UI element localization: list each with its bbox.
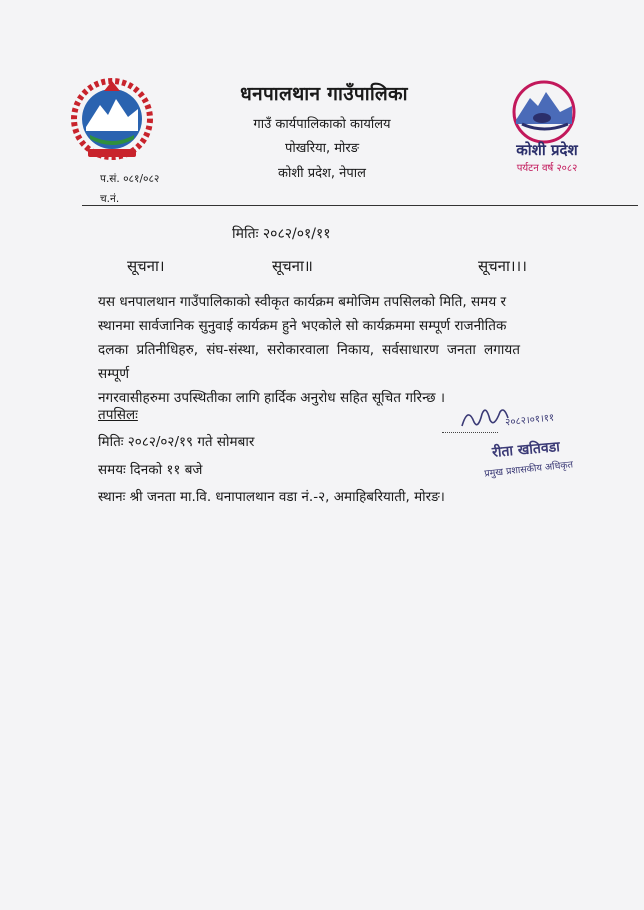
dispatch-number: च.नं. (100, 193, 120, 205)
notice-heading-3: सूचना।।। (478, 257, 527, 275)
event-time: समयः दिनको ११ बजे (98, 462, 203, 478)
event-place: स्थानः श्री जनता मा.वि. धनापालथान वडा नं.-२, अमाहिबरियाती, मोरङ। (98, 489, 445, 505)
header-divider (82, 205, 638, 206)
notice-date: मितिः २०८२/०१/११ (232, 226, 331, 242)
koshi-logo-tagline: पर्यटन वर्ष २०८२ (516, 163, 578, 174)
koshi-logo-text: कोशी प्रदेश (516, 141, 578, 159)
letter-number: प.सं. ०८१/०८२ (100, 173, 160, 185)
office-subtitle: गाउँ कार्यपालिकाको कार्यालय (253, 117, 391, 132)
details-heading: तपसिलः (98, 407, 138, 423)
event-date: मितिः २०८२/०२/१९ गते सोमबार (98, 434, 255, 450)
signatory-title: प्रमुख प्रशासकीय अधिकृत (483, 459, 574, 480)
signature-date: २०८२।०१।११ (504, 412, 555, 429)
office-name: धनपालथान गाउँपालिका (240, 83, 408, 105)
office-province: कोशी प्रदेश, नेपाल (278, 166, 366, 181)
body-line: नगरवासीहरुमा उपस्थितीका लागि हार्दिक अनुरोध सहित सूचित गरिन्छ । (98, 390, 446, 406)
signature-line (442, 432, 498, 433)
body-line: यस धनपालथान गाउँपालिकाको स्वीकृत कार्यक्रम बमोजिम तपसिलको मिति, समय र (98, 294, 507, 310)
body-line: स्थानमा सार्वजानिक सुनुवाई कार्यक्रम हुने भएकोले सो कार्यक्रममा सम्पूर्ण राजनीतिक (98, 318, 507, 334)
notice-heading-2: सूचना॥ (272, 257, 313, 275)
body-line: दलका प्रतिनीधिहरु, संघ-संस्था, सरोकारवाला निकाय, सर्वसाधारण जनता लगायत सम्पूर्ण (98, 342, 520, 382)
notice-body (98, 290, 520, 410)
signatory-name: रीता खतिवडा (491, 439, 561, 461)
office-district: पोखरिया, मोरङ (285, 141, 359, 156)
notice-heading-1: सूचना। (127, 257, 165, 275)
